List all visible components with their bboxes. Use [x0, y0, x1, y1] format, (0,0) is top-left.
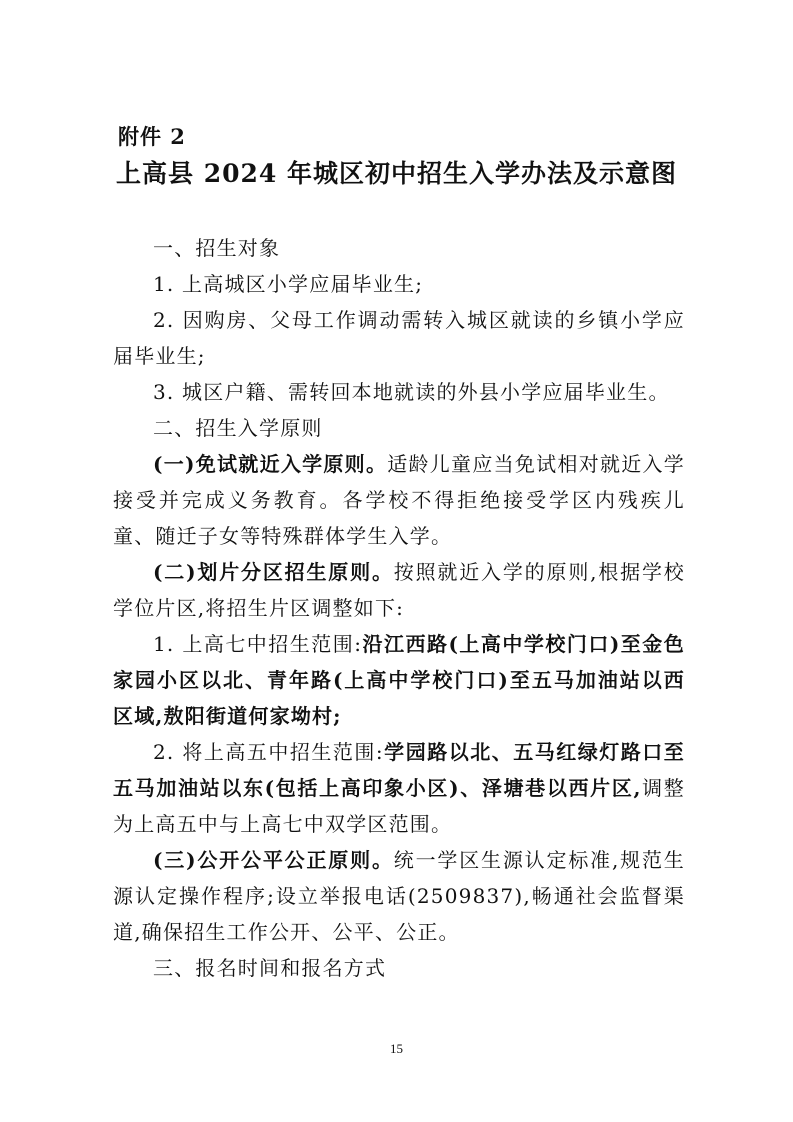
- principle-paragraph: [113, 554, 685, 626]
- zone-item-prefix: 1. 上高七中招生范围:: [153, 632, 363, 656]
- page-number: 15: [390, 1041, 403, 1056]
- principle-paragraph: [113, 446, 685, 554]
- attachment-label: 附件 2: [118, 124, 186, 149]
- document-title: 上高县 2024 年城区初中招生入学办法及示意图: [116, 159, 677, 188]
- list-item: 1. 上高城区小学应届毕业生;: [153, 272, 424, 296]
- principle-paragraph: [113, 842, 685, 950]
- principle-lead: (一)免试就近入学原则。: [153, 452, 388, 476]
- zone-item-suffix: 调整为上高五中与上高七中双学区范围。: [113, 776, 685, 836]
- section-heading-enrollment-principles: 二、招生入学原则: [153, 416, 323, 440]
- zone-item: [113, 626, 685, 734]
- principle-text: 适龄儿童应当免试相对就近入学接受并完成义务教育。各学校不得拒绝接受学区内残疾儿童、随迁子女等特殊群体学生入学。: [113, 452, 685, 548]
- principle-lead: (三)公开公平公正原则。: [153, 848, 394, 872]
- principle-text: 按照就近入学的原则,根据学校学位片区,将招生片区调整如下:: [113, 560, 685, 620]
- principle-lead: (二)划片分区招生原则。: [153, 560, 394, 584]
- zone-item-range: 学园路以北、五马红绿灯路口至五马加油站以东(包括上高印象小区)、泽塘巷以西片区,: [113, 740, 685, 800]
- zone-item-range: 沿江西路(上高中学校门口)至金色家园小区以北、青年路(上高中学校门口)至五马加油站以西区域,敖阳街道何家坳村;: [113, 632, 685, 728]
- section-heading-registration: 三、报名时间和报名方式: [153, 956, 387, 980]
- zone-item-prefix: 2. 将上高五中招生范围:: [153, 740, 384, 764]
- list-item: 3. 城区户籍、需转回本地就读的外县小学应届毕业生。: [153, 380, 670, 404]
- principle-text: 统一学区生源认定标准,规范生源认定操作程序;设立举报电话(2509837),畅通社会监督渠道,确保招生工作公开、公平、公正。: [113, 848, 685, 944]
- list-item: 2. 因购房、父母工作调动需转入城区就读的乡镇小学应届毕业生;: [113, 308, 685, 368]
- zone-item: [113, 734, 685, 842]
- document-body: [113, 230, 685, 986]
- section-heading-enrollment-targets: 一、招生对象: [153, 236, 281, 260]
